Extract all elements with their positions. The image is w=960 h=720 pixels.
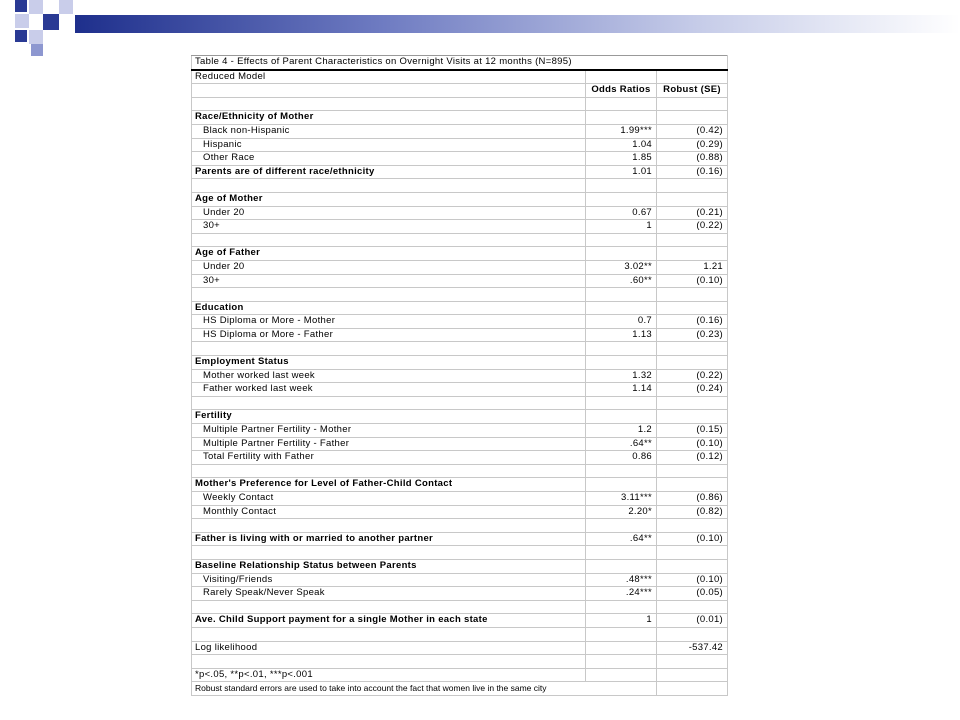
table-title: Table 4 - Effects of Parent Characteristics on Overnight Visits at 12 months (N=895) xyxy=(192,56,728,70)
row-label: 30+ xyxy=(192,220,586,234)
robust-se-cell xyxy=(657,396,728,410)
decor-square xyxy=(29,30,43,44)
row-label xyxy=(192,627,586,641)
robust-se-cell xyxy=(657,600,728,614)
table-row xyxy=(192,274,728,288)
row-label xyxy=(192,519,586,533)
table-row xyxy=(192,587,728,601)
row-label: Multiple Partner Fertility - Father xyxy=(192,437,586,451)
table-row xyxy=(192,97,728,111)
odds-ratio-cell xyxy=(586,233,657,247)
odds-ratio-cell xyxy=(586,247,657,261)
table-row xyxy=(192,288,728,302)
robust-se-cell: (0.05) xyxy=(657,587,728,601)
robust-se-cell xyxy=(657,342,728,356)
decor-square xyxy=(31,44,43,56)
robust-se-header: Robust (SE) xyxy=(657,84,728,98)
row-label xyxy=(192,97,586,111)
odds-ratio-cell: 0.67 xyxy=(586,206,657,220)
odds-ratio-cell xyxy=(586,478,657,492)
row-label: Age of Father xyxy=(192,247,586,261)
robust-se-cell xyxy=(657,301,728,315)
row-label xyxy=(192,655,586,669)
footnote: *p<.05, **p<.01, ***p<.001 xyxy=(192,668,586,682)
table-row xyxy=(192,492,728,506)
decor-square xyxy=(29,0,43,14)
row-label: Mother's Preference for Level of Father-Child Contact xyxy=(192,478,586,492)
odds-ratio-cell: 1.04 xyxy=(586,138,657,152)
odds-ratio-cell: 2.20* xyxy=(586,505,657,519)
decor-square xyxy=(15,14,29,28)
row-label xyxy=(192,464,586,478)
odds-ratio-cell xyxy=(586,519,657,533)
table-row xyxy=(192,655,728,669)
odds-ratio-cell xyxy=(586,655,657,669)
odds-ratio-cell xyxy=(586,97,657,111)
footnote: Robust standard errors are used to take into account the fact that women live in the same city xyxy=(192,682,657,696)
header-gradient-bar xyxy=(75,15,960,33)
row-label: Other Race xyxy=(192,152,586,166)
odds-ratio-cell: 1.01 xyxy=(586,165,657,179)
robust-se-cell xyxy=(657,247,728,261)
row-label: Baseline Relationship Status between Parents xyxy=(192,559,586,573)
odds-ratio-cell: .64** xyxy=(586,532,657,546)
model-label: Reduced Model xyxy=(192,70,586,84)
table-row xyxy=(192,505,728,519)
row-label: Race/Ethnicity of Mother xyxy=(192,111,586,125)
odds-ratio-cell: .64** xyxy=(586,437,657,451)
odds-ratio-cell xyxy=(586,464,657,478)
table-row xyxy=(192,247,728,261)
odds-ratio-cell xyxy=(586,192,657,206)
empty-cell xyxy=(586,668,657,682)
footnote-row xyxy=(192,668,728,682)
odds-ratio-cell: 0.7 xyxy=(586,315,657,329)
table-row xyxy=(192,315,728,329)
odds-ratio-cell xyxy=(586,627,657,641)
robust-se-cell: (0.24) xyxy=(657,383,728,397)
robust-se-cell: (0.29) xyxy=(657,138,728,152)
empty-cell xyxy=(657,668,728,682)
row-label xyxy=(192,396,586,410)
odds-ratios-header: Odds Ratios xyxy=(586,84,657,98)
row-label: Father worked last week xyxy=(192,383,586,397)
robust-se-cell: (0.82) xyxy=(657,505,728,519)
empty-cell xyxy=(657,682,728,696)
robust-se-cell xyxy=(657,111,728,125)
decor-square xyxy=(43,14,59,30)
table-row xyxy=(192,124,728,138)
odds-ratio-cell: 1.99*** xyxy=(586,124,657,138)
table-row xyxy=(192,437,728,451)
table-row xyxy=(192,220,728,234)
row-label: Under 20 xyxy=(192,260,586,274)
robust-se-cell: (0.01) xyxy=(657,614,728,628)
table-row xyxy=(192,464,728,478)
odds-ratio-cell: 1 xyxy=(586,614,657,628)
row-label: Monthly Contact xyxy=(192,505,586,519)
row-label xyxy=(192,546,586,560)
odds-ratio-cell: 1.13 xyxy=(586,328,657,342)
table-row xyxy=(192,152,728,166)
robust-se-cell xyxy=(657,546,728,560)
odds-ratio-cell: .24*** xyxy=(586,587,657,601)
row-label: Total Fertility with Father xyxy=(192,451,586,465)
odds-ratio-cell xyxy=(586,600,657,614)
robust-se-cell: (0.42) xyxy=(657,124,728,138)
table-row xyxy=(192,546,728,560)
row-label xyxy=(192,233,586,247)
row-label: Ave. Child Support payment for a single Mother in each state xyxy=(192,614,586,628)
table-row xyxy=(192,559,728,573)
row-label: Hispanic xyxy=(192,138,586,152)
robust-se-cell xyxy=(657,179,728,193)
row-label: Multiple Partner Fertility - Mother xyxy=(192,424,586,438)
table-row xyxy=(192,641,728,655)
row-label: Age of Mother xyxy=(192,192,586,206)
table-title-row xyxy=(192,56,728,70)
table-row xyxy=(192,301,728,315)
odds-ratio-cell xyxy=(586,288,657,302)
odds-ratio-cell: 1.2 xyxy=(586,424,657,438)
row-label xyxy=(192,179,586,193)
robust-se-cell: (0.86) xyxy=(657,492,728,506)
table-row xyxy=(192,356,728,370)
odds-ratio-cell: 1 xyxy=(586,220,657,234)
table-row xyxy=(192,424,728,438)
table-row xyxy=(192,532,728,546)
robust-se-cell xyxy=(657,655,728,669)
odds-ratio-cell: 0.86 xyxy=(586,451,657,465)
row-label: Weekly Contact xyxy=(192,492,586,506)
robust-se-cell xyxy=(657,410,728,424)
table-row xyxy=(192,328,728,342)
odds-ratio-cell: 1.85 xyxy=(586,152,657,166)
decor-square xyxy=(15,30,27,42)
table-row xyxy=(192,451,728,465)
row-label xyxy=(192,600,586,614)
table-row xyxy=(192,614,728,628)
robust-se-cell xyxy=(657,464,728,478)
row-label: Under 20 xyxy=(192,206,586,220)
robust-se-cell xyxy=(657,627,728,641)
robust-se-cell: -537.42 xyxy=(657,641,728,655)
robust-se-cell: (0.88) xyxy=(657,152,728,166)
row-label: Father is living with or married to another partner xyxy=(192,532,586,546)
table-row xyxy=(192,600,728,614)
row-label xyxy=(192,288,586,302)
odds-ratio-cell xyxy=(586,342,657,356)
table-row xyxy=(192,206,728,220)
row-label: Education xyxy=(192,301,586,315)
row-label: Fertility xyxy=(192,410,586,424)
row-label: 30+ xyxy=(192,274,586,288)
table-row xyxy=(192,165,728,179)
table-row xyxy=(192,478,728,492)
robust-se-cell: (0.23) xyxy=(657,328,728,342)
odds-ratio-cell xyxy=(586,641,657,655)
table-row xyxy=(192,179,728,193)
robust-se-cell xyxy=(657,519,728,533)
header-row xyxy=(192,84,728,98)
table-row xyxy=(192,138,728,152)
regression-table xyxy=(191,55,727,696)
table-row xyxy=(192,383,728,397)
odds-ratio-cell: .60** xyxy=(586,274,657,288)
row-label: Black non-Hispanic xyxy=(192,124,586,138)
robust-se-cell xyxy=(657,478,728,492)
table-row xyxy=(192,192,728,206)
odds-ratio-cell xyxy=(586,356,657,370)
model-row xyxy=(192,70,728,84)
robust-se-cell: (0.10) xyxy=(657,532,728,546)
robust-se-cell: (0.21) xyxy=(657,206,728,220)
table-row xyxy=(192,396,728,410)
robust-se-cell xyxy=(657,233,728,247)
robust-se-cell xyxy=(657,97,728,111)
odds-ratio-cell: .48*** xyxy=(586,573,657,587)
odds-ratio-cell xyxy=(586,410,657,424)
odds-ratio-cell xyxy=(586,301,657,315)
robust-se-cell: (0.22) xyxy=(657,369,728,383)
odds-ratio-cell: 1.32 xyxy=(586,369,657,383)
row-label: Rarely Speak/Never Speak xyxy=(192,587,586,601)
row-label: HS Diploma or More - Father xyxy=(192,328,586,342)
table-row xyxy=(192,233,728,247)
row-label: Employment Status xyxy=(192,356,586,370)
robust-se-cell xyxy=(657,356,728,370)
decor-square xyxy=(59,0,73,14)
robust-se-cell: (0.22) xyxy=(657,220,728,234)
row-label: Mother worked last week xyxy=(192,369,586,383)
odds-ratio-cell: 1.14 xyxy=(586,383,657,397)
table-row xyxy=(192,111,728,125)
odds-ratio-cell: 3.11*** xyxy=(586,492,657,506)
slide-decoration xyxy=(0,0,960,60)
robust-se-cell: (0.16) xyxy=(657,165,728,179)
table-row xyxy=(192,519,728,533)
robust-se-cell: (0.12) xyxy=(657,451,728,465)
row-label: Log likelihood xyxy=(192,641,586,655)
robust-se-cell: (0.15) xyxy=(657,424,728,438)
row-label: Visiting/Friends xyxy=(192,573,586,587)
table-row xyxy=(192,260,728,274)
table-row xyxy=(192,410,728,424)
table-row xyxy=(192,369,728,383)
robust-se-cell: 1.21 xyxy=(657,260,728,274)
odds-ratio-cell xyxy=(586,111,657,125)
robust-se-cell: (0.10) xyxy=(657,573,728,587)
row-label xyxy=(192,342,586,356)
odds-ratio-cell xyxy=(586,546,657,560)
decor-square xyxy=(15,0,27,12)
odds-ratio-cell xyxy=(586,396,657,410)
odds-ratio-cell xyxy=(586,559,657,573)
odds-ratio-cell: 3.02** xyxy=(586,260,657,274)
robust-se-cell: (0.10) xyxy=(657,274,728,288)
row-label: HS Diploma or More - Mother xyxy=(192,315,586,329)
robust-se-cell xyxy=(657,192,728,206)
row-label: Parents are of different race/ethnicity xyxy=(192,165,586,179)
table-row xyxy=(192,573,728,587)
robust-se-cell xyxy=(657,288,728,302)
robust-se-cell: (0.10) xyxy=(657,437,728,451)
odds-ratio-cell xyxy=(586,179,657,193)
table-row xyxy=(192,342,728,356)
robust-se-cell xyxy=(657,559,728,573)
robust-se-cell: (0.16) xyxy=(657,315,728,329)
footnote-row xyxy=(192,682,728,696)
table-row xyxy=(192,627,728,641)
